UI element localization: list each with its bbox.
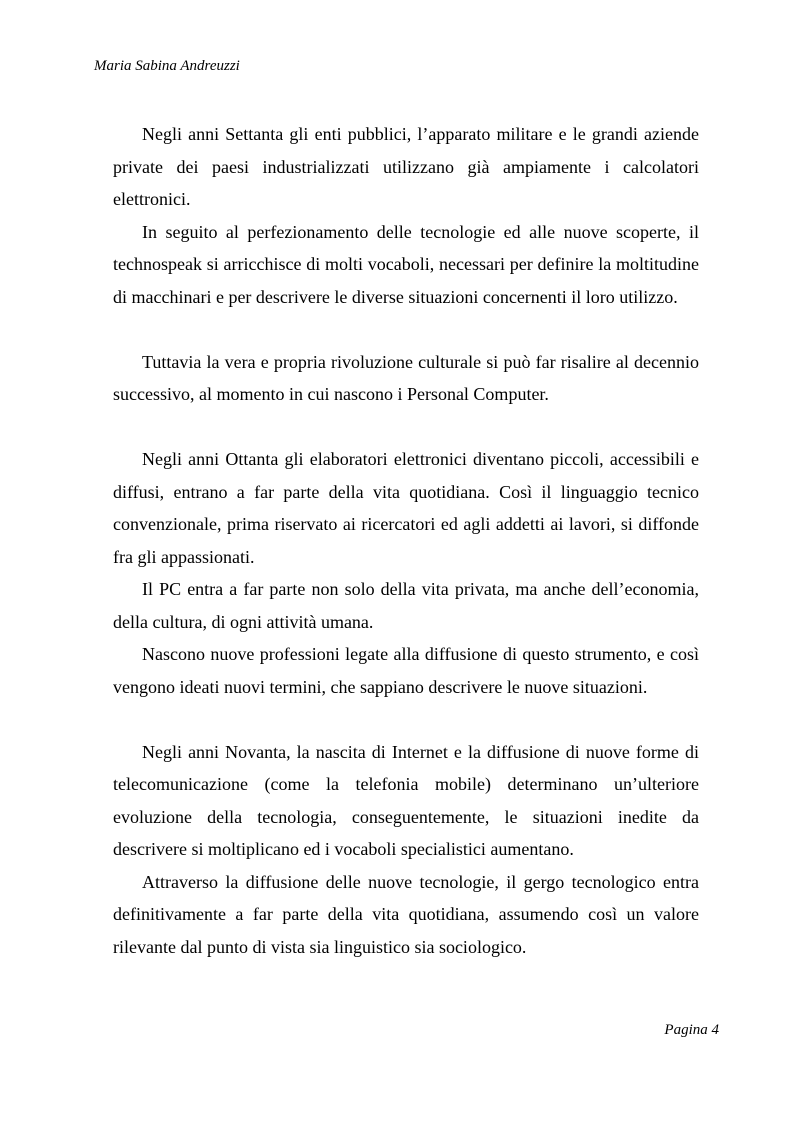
document-body: [113, 118, 699, 963]
paragraph-5: Il PC entra a far parte non solo della vita privata, ma anche dell’economia, della cultura, di ogni attività umana.: [113, 579, 699, 632]
paragraph-1: Negli anni Settanta gli enti pubblici, l’apparato militare e le grandi aziende private dei paesi industrializzati utilizzano già ampiamente i calcolatori elettronici.: [113, 124, 699, 209]
running-header-author: Maria Sabina Andreuzzi: [94, 58, 240, 74]
page-number: Pagina 4: [664, 1022, 719, 1038]
paragraph-8: Attraverso la diffusione delle nuove tecnologie, il gergo tecnologico entra definitivamente a far parte della vita quotidiana, assumendo così un valore rilevante dal punto di vista sia linguistico sia sociologico.: [113, 871, 699, 957]
paragraph-7: Negli anni Novanta, la nascita di Internet e la diffusione di nuove forme di telecomunicazione (come la telefonia mobile) determinano un’ulteriore evoluzione della tecnologia, conseguentemente, le situazioni inedite da descrivere si moltiplicano ed i vocaboli specialistici aumentano.: [113, 741, 699, 859]
paragraph-4: Negli anni Ottanta gli elaboratori elettronici diventano piccoli, accessibili e diffusi, entrano a far parte della vita quotidiana. Così il linguaggio tecnico convenzionale, prima riservato ai ricercatori ed agli addetti ai lavori, si diffonde fra gli appassionati.: [113, 449, 699, 567]
paragraph-3: Tuttavia la vera e propria rivoluzione culturale si può far risalire al decennio successivo, al momento in cui nascono i Personal Computer.: [113, 351, 699, 404]
paragraph-2: In seguito al perfezionamento delle tecnologie ed alle nuove scoperte, il technospeak si arricchisce di molti vocaboli, necessari per definire la moltitudine di macchinari e per descrivere le diverse situazioni concernenti il loro utilizzo.: [113, 221, 699, 307]
paragraph-6: Nascono nuove professioni legate alla diffusione di questo strumento, e così vengono ideati nuovi termini, che sappiano descrivere le nuove situazioni.: [113, 644, 699, 697]
